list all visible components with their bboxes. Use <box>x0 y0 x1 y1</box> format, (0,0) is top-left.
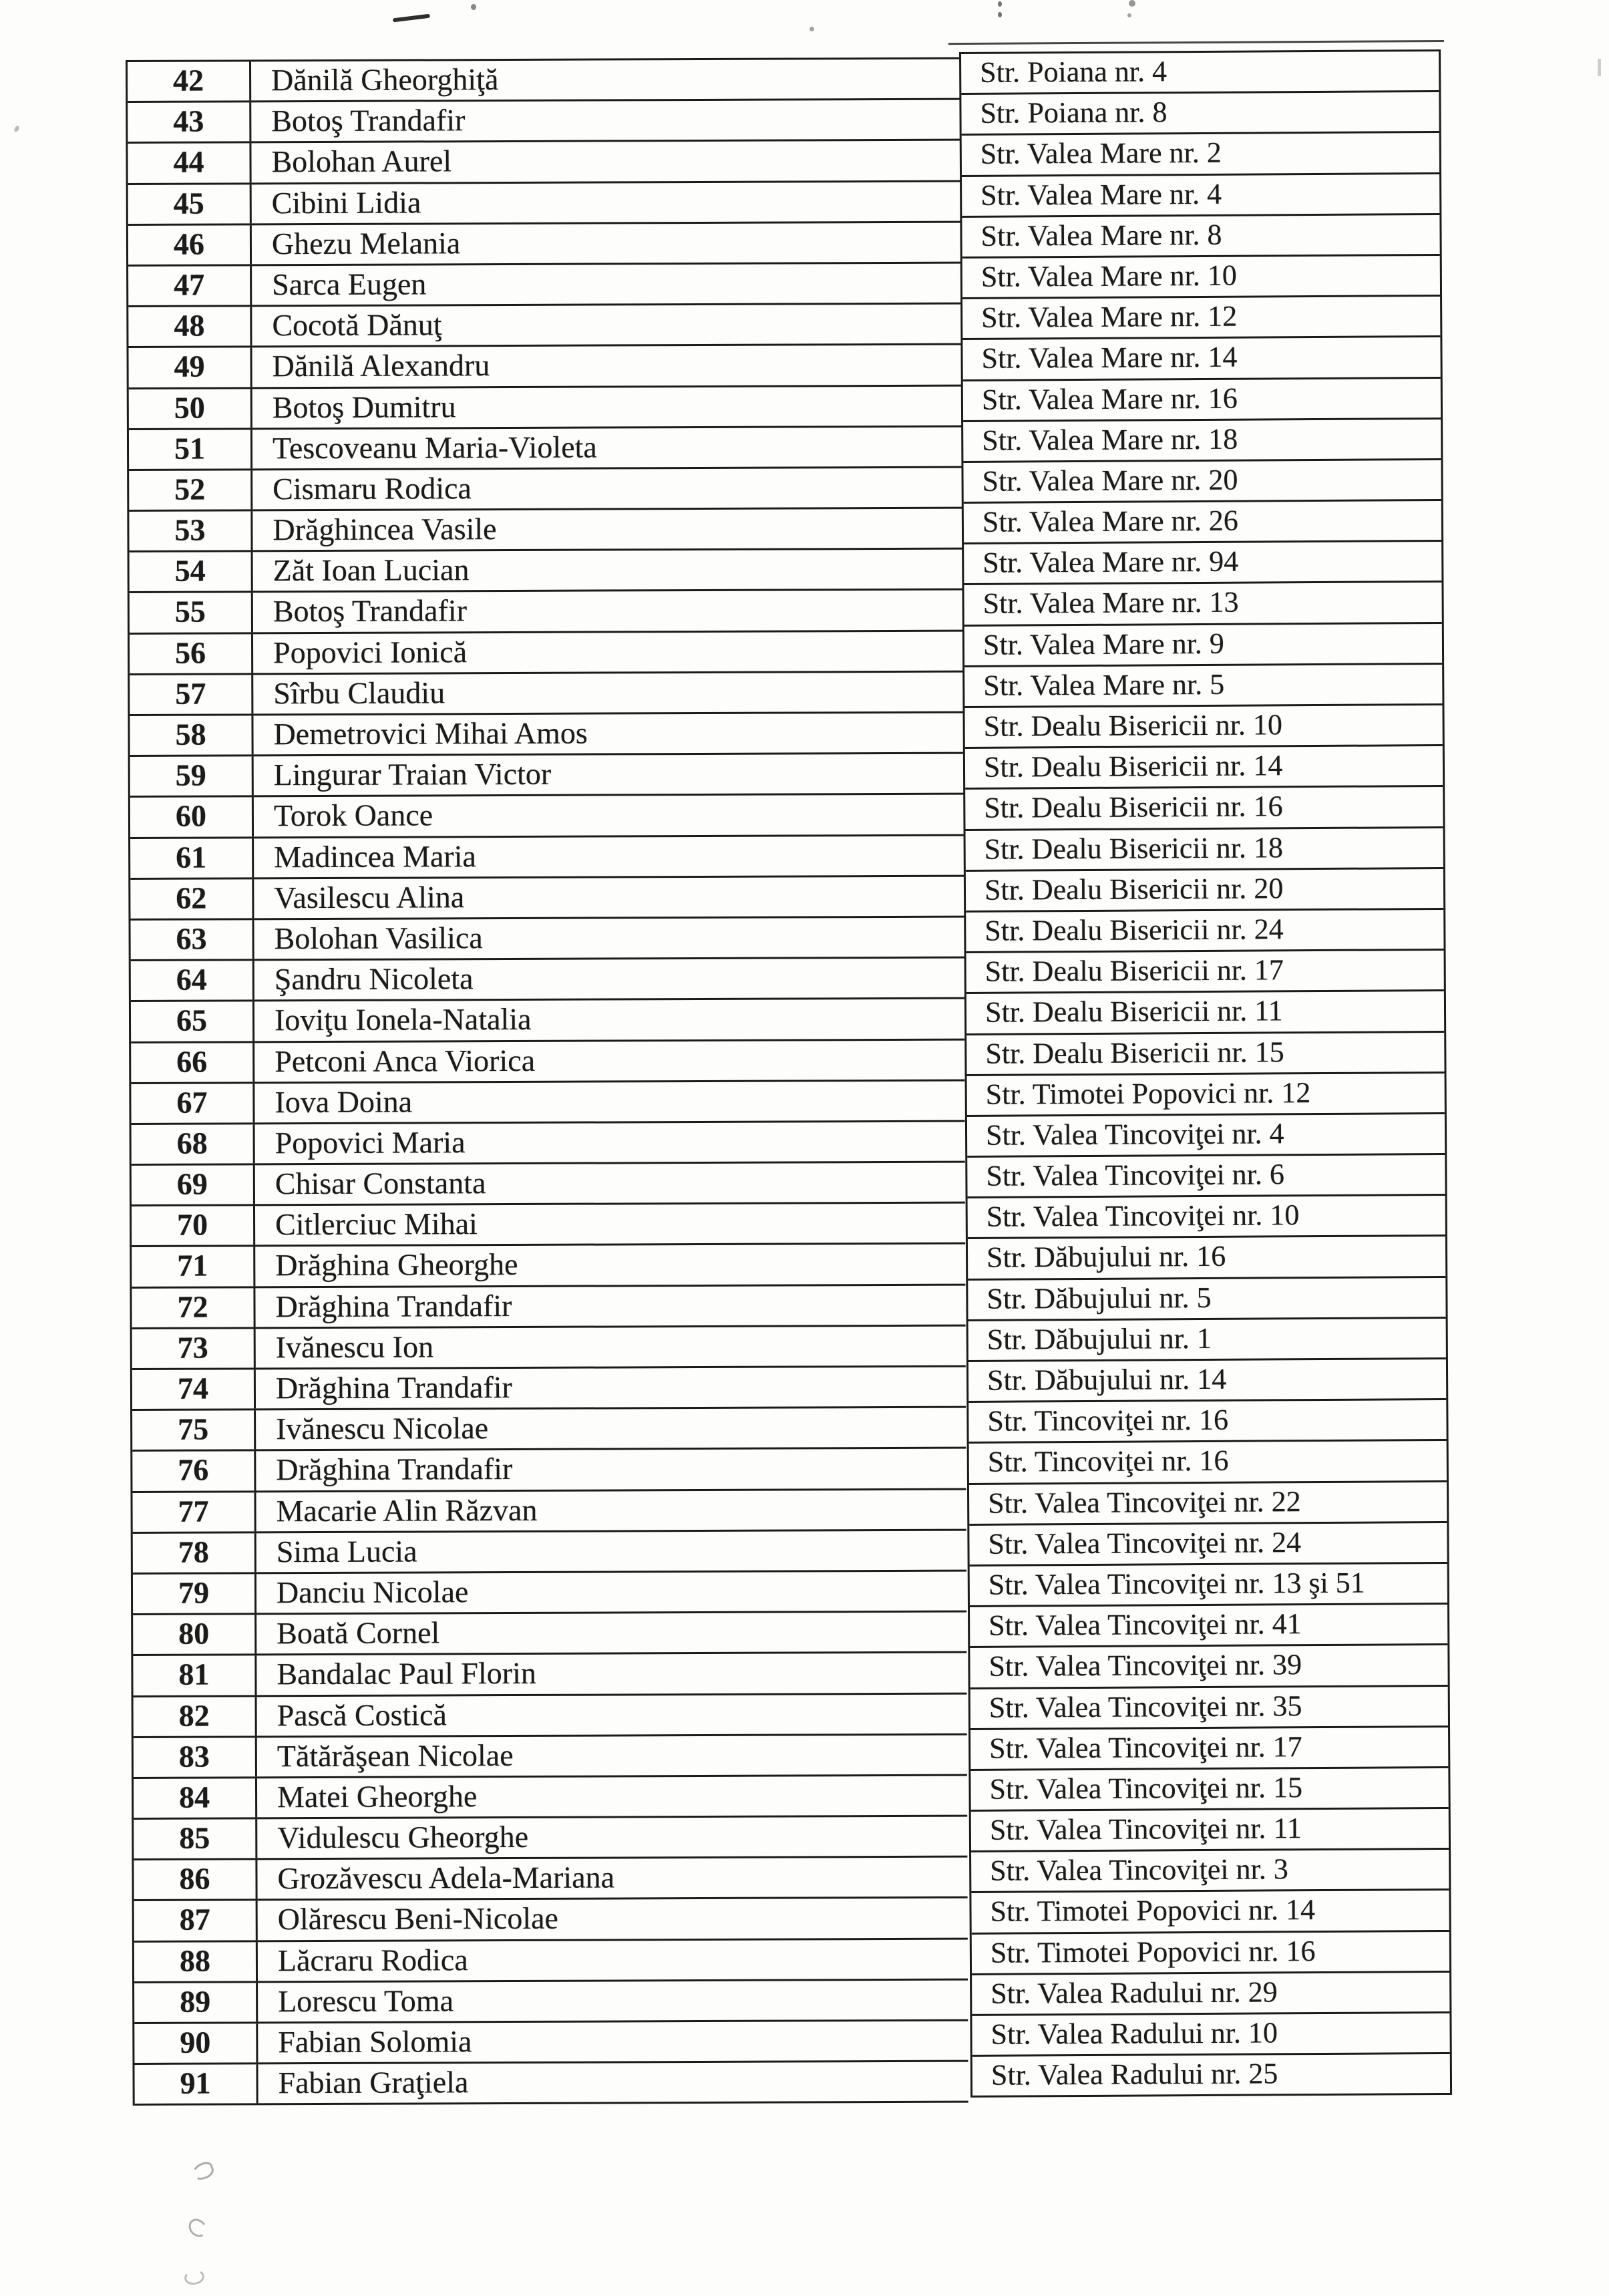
scan-artifact <box>190 2160 216 2182</box>
table-row <box>131 959 964 1003</box>
row-number: 87 <box>134 1901 258 1941</box>
address-cell: Str. Tincoviţei nr. 16 <box>968 1400 1446 1444</box>
address-cell: Str. Valea Mare nr. 13 <box>964 583 1441 626</box>
person-name: Matei Gheorghe <box>277 1779 478 1814</box>
table-row <box>132 1326 966 1370</box>
table-row <box>129 345 962 389</box>
table-row <box>128 141 961 185</box>
person-name: Popovici Maria <box>275 1125 466 1160</box>
table-row <box>134 1776 967 1820</box>
person-name: Sarca Eugen <box>272 267 427 302</box>
scan-artifact <box>183 2269 205 2287</box>
address-cell: Str. Tincoviţei nr. 16 <box>969 1441 1447 1484</box>
table-row <box>132 1204 965 1248</box>
row-number: 44 <box>128 144 251 183</box>
row-number: 76 <box>132 1452 256 1491</box>
address-cell: Str. Dealu Bisericii nr. 17 <box>966 951 1444 994</box>
address-cell: Str. Valea Radului nr. 10 <box>972 2013 1449 2057</box>
table-row <box>128 305 962 349</box>
table-row <box>128 264 962 308</box>
scan-artifact <box>393 14 430 23</box>
person-name: Ghezu Melania <box>271 226 461 261</box>
row-number: 90 <box>134 2023 258 2063</box>
row-number: 68 <box>132 1124 255 1164</box>
address-cell: Str. Timotei Popovici nr. 14 <box>971 1891 1449 1934</box>
person-name: Boată Cornel <box>277 1615 440 1651</box>
row-number: 63 <box>130 920 254 959</box>
scan-artifact <box>998 1 1002 7</box>
row-number: 53 <box>129 511 252 550</box>
address-cell: Str. Dealu Bisericii nr. 16 <box>965 787 1443 830</box>
person-name: Pască Costică <box>277 1697 447 1732</box>
table-row <box>132 1367 966 1412</box>
person-name: Popovici Ionică <box>273 634 468 669</box>
address-cell: Str. Valea Tincoviţei nr. 24 <box>969 1523 1447 1567</box>
address-cell: Str. Valea Radului nr. 29 <box>972 1973 1449 2016</box>
row-number: 56 <box>130 634 253 673</box>
row-number: 64 <box>131 961 254 1000</box>
person-name: Bolohan Aurel <box>271 144 452 179</box>
person-name: Petconi Anca Viorica <box>275 1043 536 1078</box>
person-name: Lăcraru Rodica <box>277 1942 468 1977</box>
table-row <box>133 1530 966 1575</box>
person-name: Vasilescu Alina <box>274 879 465 915</box>
table-row <box>129 427 962 471</box>
address-cell: Str. Valea Tincoviţei nr. 13 şi 51 <box>970 1564 1447 1607</box>
residents-table-names <box>126 57 968 2106</box>
address-cell: Str. Dăbujului nr. 5 <box>968 1278 1445 1321</box>
row-number: 51 <box>129 430 252 469</box>
scan-artifact <box>948 40 1444 45</box>
row-number: 73 <box>132 1329 256 1368</box>
table-row <box>130 754 964 798</box>
person-name: Citlerciuc Mihai <box>275 1206 478 1242</box>
scan-artifact <box>1598 59 1601 76</box>
address-cell: Str. Valea Mare nr. 18 <box>963 420 1441 463</box>
address-cell: Str. Dăbujului nr. 1 <box>968 1319 1446 1362</box>
person-name: Sima Lucia <box>276 1534 417 1569</box>
person-name: Bandalac Paul Florin <box>277 1656 536 1691</box>
person-name: Şandru Nicoleta <box>274 961 474 997</box>
person-name: Ioviţu Ionela-Natalia <box>274 1002 532 1037</box>
table-row <box>132 1245 965 1289</box>
table-row <box>134 1817 967 1861</box>
address-cell: Str. Timotei Popovici nr. 12 <box>967 1074 1445 1117</box>
table-row <box>133 1653 966 1697</box>
row-number: 59 <box>130 757 254 796</box>
person-name: Torok Oance <box>273 798 433 833</box>
address-cell: Str. Poiana nr. 4 <box>961 51 1439 95</box>
table-row <box>130 836 964 880</box>
row-number: 54 <box>130 552 253 592</box>
address-cell: Str. Valea Mare nr. 26 <box>964 501 1441 544</box>
row-number: 88 <box>134 1942 258 1981</box>
person-name: Madincea Maria <box>274 838 476 874</box>
row-number: 84 <box>134 1778 257 1818</box>
row-number: 52 <box>129 470 252 510</box>
table-row <box>130 672 963 716</box>
table-row <box>128 100 961 144</box>
row-number: 42 <box>128 61 251 101</box>
row-number: 70 <box>132 1206 255 1246</box>
scan-artifact <box>13 125 20 133</box>
person-name: Chisar Constanta <box>275 1166 486 1201</box>
table-row <box>128 59 961 104</box>
person-name: Cibini Lidia <box>271 185 421 220</box>
row-number: 67 <box>131 1084 254 1123</box>
table-row <box>128 222 962 267</box>
address-cell: Str. Valea Tincoviţei nr. 15 <box>970 1768 1448 1812</box>
address-cell: Str. Valea Tincoviţei nr. 39 <box>970 1645 1447 1689</box>
row-number: 71 <box>132 1247 255 1287</box>
row-number: 62 <box>130 879 254 919</box>
address-cell: Str. Poiana nr. 8 <box>961 92 1439 136</box>
row-number: 85 <box>134 1819 257 1858</box>
person-name: Botoş Trandafir <box>271 103 466 138</box>
table-row <box>130 876 964 921</box>
row-number: 81 <box>133 1656 256 1695</box>
address-cell: Str. Valea Mare nr. 12 <box>962 297 1440 340</box>
address-cell: Str. Dealu Bisericii nr. 15 <box>966 1032 1444 1076</box>
row-number: 86 <box>134 1860 257 1900</box>
table-row <box>131 1081 964 1125</box>
table-row <box>134 1694 967 1738</box>
address-cell: Str. Valea Mare nr. 16 <box>963 378 1441 422</box>
person-name: Macarie Alin Răzvan <box>276 1492 538 1528</box>
scan-artifact <box>1129 0 1135 7</box>
person-name: Cismaru Rodica <box>273 471 472 506</box>
row-number: 83 <box>134 1738 257 1777</box>
address-cell: Str. Valea Tincoviţei nr. 17 <box>970 1728 1448 1771</box>
table-row <box>132 1408 966 1452</box>
address-cell: Str. Valea Tincoviţei nr. 35 <box>970 1686 1448 1730</box>
row-number: 80 <box>133 1615 256 1654</box>
table-row <box>134 1735 967 1779</box>
row-number: 74 <box>132 1369 256 1409</box>
person-name: Olărescu Beni-Nicolae <box>277 1901 559 1937</box>
table-row <box>128 182 962 226</box>
table-row <box>134 1980 968 2024</box>
row-number: 78 <box>133 1533 256 1573</box>
address-cell: Str. Valea Mare nr. 2 <box>962 133 1439 176</box>
address-cell: Str. Dealu Bisericii nr. 10 <box>964 705 1442 749</box>
person-name: Zăt Ioan Lucian <box>273 552 470 588</box>
person-name: Botoş Trandafir <box>273 593 468 629</box>
table-row <box>130 591 963 635</box>
person-name: Tescoveanu Maria-Violeta <box>272 430 597 465</box>
person-name: Lorescu Toma <box>278 1983 454 2019</box>
person-name: Fabian Solomia <box>278 2024 472 2060</box>
table-row <box>130 795 964 839</box>
row-number: 50 <box>129 389 252 428</box>
address-cell: Str. Dăbujului nr. 16 <box>968 1237 1445 1280</box>
table-row <box>132 1449 966 1493</box>
person-name: Fabian Graţiela <box>278 2065 469 2100</box>
row-number: 45 <box>128 184 252 224</box>
table-row <box>132 1122 965 1166</box>
table-row <box>133 1613 966 1657</box>
address-cell: Str. Valea Radului nr. 25 <box>972 2054 1450 2098</box>
address-cell: Str. Dealu Bisericii nr. 14 <box>965 746 1443 790</box>
row-number: 89 <box>134 1983 258 2022</box>
scan-artifact <box>186 2217 208 2239</box>
row-number: 43 <box>128 103 251 142</box>
person-name: Demetrovici Mihai Amos <box>273 715 588 752</box>
address-cell: Str. Valea Mare nr. 8 <box>962 215 1439 259</box>
person-name: Drăghina Trandafir <box>275 1369 512 1406</box>
address-cell: Str. Valea Tincoviţei nr. 41 <box>970 1605 1447 1648</box>
table-row <box>134 2062 968 2106</box>
address-cell: Str. Valea Mare nr. 10 <box>962 256 1440 299</box>
person-name: Tătărăşean Nicolae <box>277 1738 514 1773</box>
table-row <box>134 1899 968 1943</box>
row-number: 69 <box>132 1165 255 1204</box>
row-number: 55 <box>130 593 253 633</box>
person-name: Drăghincea Vasile <box>273 512 497 547</box>
row-number: 72 <box>132 1288 255 1327</box>
person-name: Grozăvescu Adela-Mariana <box>277 1860 615 1896</box>
table-row <box>131 1040 964 1084</box>
address-cell: Str. Valea Tincoviţei nr. 3 <box>971 1850 1449 1893</box>
row-number: 79 <box>133 1574 256 1613</box>
person-name: Cocotă Dănuţ <box>272 307 442 343</box>
address-cell: Str. Dealu Bisericii nr. 18 <box>966 828 1443 872</box>
address-cell: Str. Valea Tincoviţei nr. 22 <box>969 1482 1447 1526</box>
table-row <box>130 550 963 594</box>
table-row <box>132 1163 965 1207</box>
row-number: 57 <box>130 675 253 714</box>
table-row <box>131 999 964 1043</box>
row-number: 47 <box>128 266 252 305</box>
address-cell: Str. Dealu Bisericii nr. 11 <box>966 991 1444 1035</box>
table-row <box>130 918 964 962</box>
address-cell: Str. Valea Mare nr. 14 <box>962 337 1440 381</box>
person-name: Botoş Dumitru <box>272 389 456 424</box>
row-number: 82 <box>134 1697 257 1736</box>
table-row <box>134 2021 968 2066</box>
person-name: Sîrbu Claudiu <box>273 675 445 711</box>
row-number: 48 <box>128 307 252 346</box>
person-name: Dănilă Gheorghiţă <box>271 62 499 98</box>
table-row <box>130 631 963 675</box>
table-row <box>133 1572 966 1616</box>
address-cell: Str. Valea Tincoviţei nr. 6 <box>967 1155 1445 1198</box>
address-cell: Str. Valea Mare nr. 20 <box>963 460 1441 504</box>
scan-artifact <box>810 27 814 31</box>
table-row <box>134 1858 967 1902</box>
row-number: 66 <box>131 1043 254 1082</box>
row-number: 77 <box>132 1492 256 1532</box>
address-cell: Str. Dăbujului nr. 14 <box>968 1359 1446 1403</box>
address-cell: Str. Dealu Bisericii nr. 20 <box>966 869 1443 913</box>
address-cell: Str. Valea Mare nr. 4 <box>962 174 1439 218</box>
residents-table-addresses <box>959 49 1452 2098</box>
address-cell: Str. Valea Mare nr. 9 <box>964 624 1442 667</box>
table-row <box>129 468 962 512</box>
person-name: Ivănescu Nicolae <box>276 1411 489 1446</box>
address-cell: Str. Valea Mare nr. 94 <box>964 542 1441 585</box>
table-row <box>129 386 962 430</box>
row-number: 49 <box>129 348 252 387</box>
person-name: Vidulescu Gheorghe <box>277 1819 529 1855</box>
address-cell: Str. Valea Tincoviţei nr. 10 <box>968 1196 1445 1239</box>
table-row <box>132 1285 965 1329</box>
address-cell: Str. Valea Tincoviţei nr. 4 <box>967 1114 1445 1158</box>
person-name: Drăghina Trandafir <box>275 1288 512 1323</box>
row-number: 61 <box>130 838 254 878</box>
row-number: 91 <box>134 2065 258 2104</box>
person-name: Drăghina Gheorghe <box>275 1247 518 1283</box>
person-name: Drăghina Trandafir <box>276 1452 513 1487</box>
table-row <box>130 713 963 758</box>
table-row <box>129 509 962 553</box>
row-number: 58 <box>130 715 253 755</box>
address-cell: Str. Valea Mare nr. 5 <box>964 665 1442 708</box>
row-number: 46 <box>128 225 252 265</box>
row-number: 65 <box>131 1002 254 1041</box>
table-row <box>134 1939 968 1983</box>
scan-artifact <box>471 4 476 10</box>
person-name: Ivănescu Ion <box>275 1329 434 1365</box>
row-number: 75 <box>132 1411 256 1450</box>
table-row <box>132 1490 966 1534</box>
address-cell: Str. Dealu Bisericii nr. 24 <box>966 910 1443 953</box>
person-name: Bolohan Vasilica <box>274 921 483 956</box>
row-number: 60 <box>130 798 254 837</box>
address-cell: Str. Timotei Popovici nr. 16 <box>972 1932 1449 1975</box>
person-name: Danciu Nicolae <box>276 1575 469 1610</box>
address-cell: Str. Valea Tincoviţei nr. 11 <box>971 1809 1449 1852</box>
person-name: Lingurar Traian Victor <box>273 756 552 792</box>
person-name: Iova Doina <box>275 1084 413 1119</box>
person-name: Dănilă Alexandru <box>272 348 490 383</box>
